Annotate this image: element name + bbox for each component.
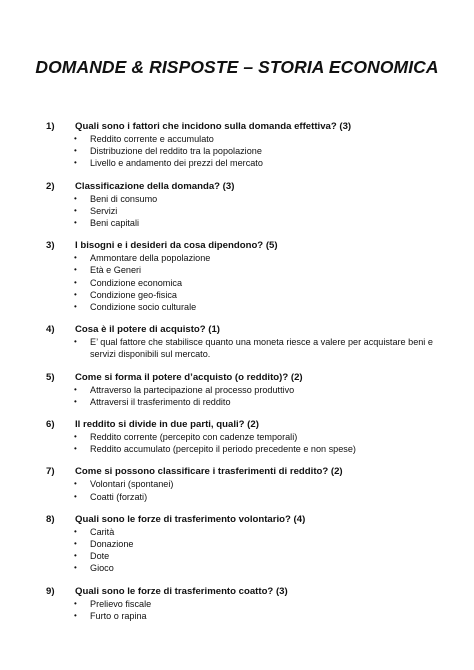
bullet-icon: • — [74, 265, 77, 275]
answer-text: Volontari (spontanei) — [90, 479, 174, 490]
question-number: 9) — [46, 585, 55, 597]
question-number: 5) — [46, 371, 55, 383]
bullet-icon: • — [74, 539, 77, 549]
answer-text: Donazione — [90, 539, 134, 550]
question-item — [46, 240, 446, 313]
answer-list — [46, 384, 446, 408]
answer-list — [46, 478, 446, 502]
answer-item — [74, 252, 446, 264]
answer-item — [74, 133, 446, 145]
bullet-icon: • — [74, 253, 77, 263]
question-list — [46, 121, 446, 633]
answer-text: Attraversi il trasferimento di reddito — [90, 396, 231, 407]
answer-item — [74, 538, 446, 550]
bullet-icon: • — [74, 610, 77, 620]
bullet-icon: • — [74, 563, 77, 573]
answer-list — [46, 431, 446, 455]
question-item — [46, 586, 446, 622]
answer-list — [46, 336, 446, 360]
bullet-icon: • — [74, 289, 77, 299]
bullet-icon: • — [74, 551, 77, 561]
question-text: Classificazione della domanda? (3) — [75, 180, 235, 192]
bullet-icon: • — [74, 396, 77, 406]
answer-text: Reddito accumulato (percepito il periodo precedente e non spese) — [90, 444, 356, 455]
answer-text: Dote — [90, 551, 110, 562]
answer-text: Distribuzione del reddito tra la popolazione — [90, 146, 262, 157]
answer-text: Carità — [90, 526, 115, 537]
answer-text: E’ qual fattore che stabilisce quanto una moneta riesce a valere per acquistare beni e servizi disponibili sul mercato. — [90, 337, 433, 360]
answer-item — [74, 193, 446, 205]
answer-text: Reddito corrente e accumulato — [90, 134, 214, 144]
answer-item — [74, 491, 446, 503]
question-item — [46, 466, 446, 502]
question-item — [46, 121, 446, 170]
answer-text: Beni di consumo — [90, 193, 158, 204]
question-item — [46, 514, 446, 575]
answer-list — [46, 252, 446, 313]
answer-text: Reddito corrente (percepito con cadenze temporali) — [90, 432, 298, 443]
page-title: DOMANDE & RISPOSTE – STORIA ECONOMICA — [35, 57, 439, 77]
question-text: Come si forma il potere d’acquisto (o reddito)? (2) — [75, 371, 303, 383]
bullet-icon: • — [74, 432, 77, 442]
question-heading — [46, 514, 446, 526]
bullet-icon: • — [74, 491, 77, 501]
question-number: 6) — [46, 419, 55, 431]
answer-item — [74, 478, 446, 490]
answer-list — [46, 193, 446, 230]
question-heading — [46, 181, 446, 193]
answer-item — [74, 598, 446, 610]
answer-item — [74, 264, 446, 276]
bullet-icon: • — [74, 302, 77, 312]
answer-item — [74, 384, 446, 396]
answer-text: Attraverso la partecipazione al processo produttivo — [90, 384, 295, 395]
answer-item — [74, 217, 446, 229]
question-number: 3) — [46, 240, 55, 252]
bullet-icon: • — [74, 384, 77, 394]
answer-text: Condizione socio culturale — [90, 302, 197, 313]
question-heading — [46, 466, 446, 478]
question-number: 4) — [46, 324, 55, 336]
answer-item — [74, 277, 446, 289]
answer-text: Età e Generi — [90, 265, 142, 276]
bullet-icon: • — [74, 193, 77, 203]
question-text: Come si possono classificare i trasferimenti di reddito? (2) — [75, 466, 343, 478]
answer-item — [74, 336, 446, 360]
answer-text: Furto o rapina — [90, 610, 147, 621]
answer-item — [74, 610, 446, 622]
question-number: 1) — [46, 121, 55, 132]
answer-item — [74, 550, 446, 562]
answer-item — [74, 157, 446, 169]
question-text: Quali sono i fattori che incidono sulla domanda effettiva? (3) — [75, 121, 352, 132]
answer-text: Condizione geo-fisica — [90, 289, 177, 300]
question-heading — [46, 324, 446, 336]
answer-text: Gioco — [90, 563, 114, 574]
answer-item — [74, 301, 446, 313]
bullet-icon: • — [74, 337, 77, 347]
answer-item — [74, 443, 446, 455]
question-heading — [46, 419, 446, 431]
bullet-icon: • — [74, 277, 77, 287]
question-number: 7) — [46, 466, 55, 478]
answer-item — [74, 526, 446, 538]
answer-text: Livello e andamento dei prezzi del mercato — [90, 158, 263, 169]
bullet-icon: • — [74, 479, 77, 489]
question-number: 2) — [46, 180, 55, 192]
answer-text: Beni capitali — [90, 218, 140, 229]
question-heading — [46, 240, 446, 252]
answer-item — [74, 396, 446, 408]
answer-list — [46, 133, 446, 170]
answer-text: Servizi — [90, 205, 118, 216]
question-item — [46, 372, 446, 408]
bullet-icon: • — [74, 526, 77, 536]
question-item — [46, 324, 446, 360]
answer-item — [74, 205, 446, 217]
question-text: Quali sono le forze di trasferimento volontario? (4) — [75, 513, 306, 525]
answer-list — [46, 598, 446, 622]
bullet-icon: • — [74, 598, 77, 608]
bullet-icon: • — [74, 158, 77, 168]
question-item — [46, 419, 446, 455]
question-text: I bisogni e i desideri da cosa dipendono? (5) — [75, 240, 278, 252]
answer-item — [74, 562, 446, 574]
bullet-icon: • — [74, 146, 77, 156]
question-item — [46, 181, 446, 230]
bullet-icon: • — [74, 444, 77, 454]
bullet-icon: • — [74, 205, 77, 215]
question-text: Cosa è il potere di acquisto? (1) — [75, 324, 220, 336]
answer-item — [74, 431, 446, 443]
answer-text: Ammontare della popolazione — [90, 253, 211, 264]
answer-text: Prelievo fiscale — [90, 598, 152, 609]
question-heading — [46, 586, 446, 598]
bullet-icon: • — [74, 134, 77, 143]
question-text: Quali sono le forze di trasferimento coatto? (3) — [75, 585, 288, 597]
answer-list — [46, 526, 446, 575]
answer-text: Condizione economica — [90, 277, 183, 288]
question-heading — [46, 372, 446, 384]
bullet-icon: • — [74, 218, 77, 228]
answer-item — [74, 289, 446, 301]
question-heading — [46, 121, 446, 133]
answer-item — [74, 145, 446, 157]
answer-text: Coatti (forzati) — [90, 491, 148, 502]
question-number: 8) — [46, 513, 55, 525]
question-text: Il reddito si divide in due parti, quali? (2) — [75, 419, 259, 431]
